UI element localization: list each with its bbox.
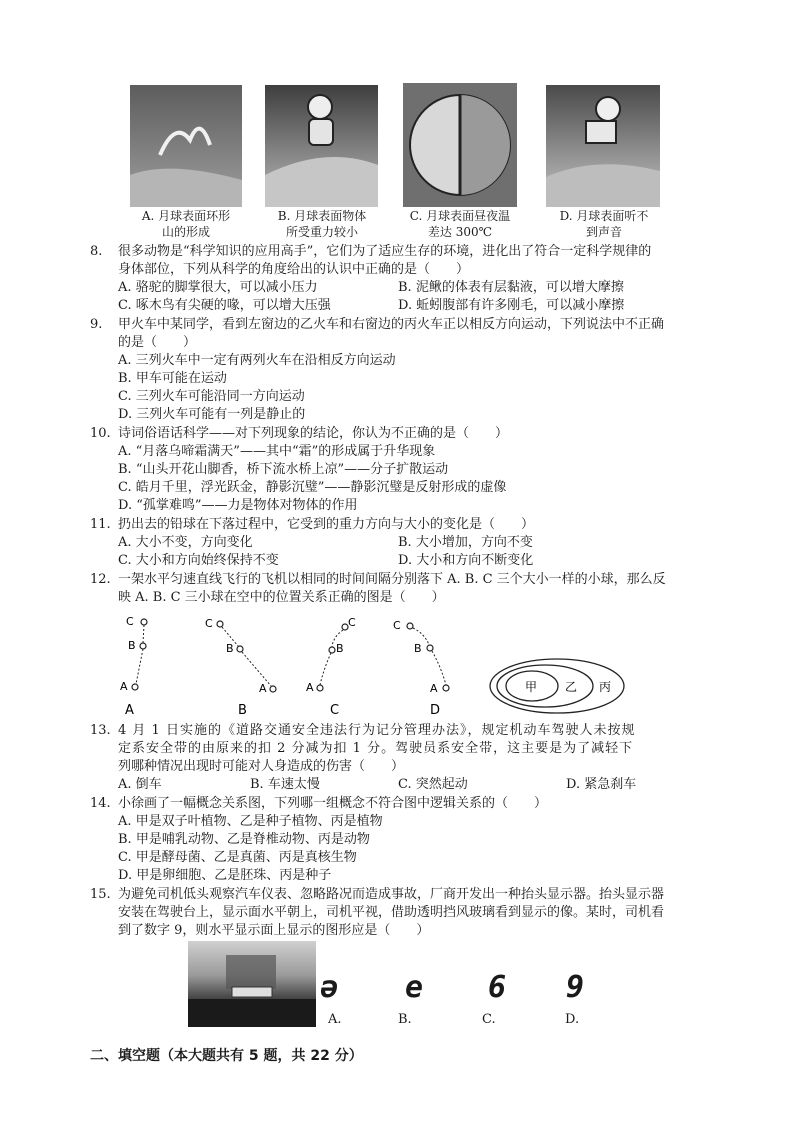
question-11-number: 11. — [90, 517, 111, 532]
display-glyph-d: 9 — [566, 970, 585, 1005]
head-up-display-photo — [188, 941, 316, 1027]
question-13-stem-line1: 4 月 1 日实施的《道路交通安全违法行为记分管理办法》，规定机动车驾驶人未按规 — [118, 723, 636, 738]
ball-position-diagrams — [110, 612, 470, 722]
display-glyph-b: e — [405, 970, 424, 1005]
diagram-b — [205, 617, 276, 695]
question-14-option-b: B. 甲是哺乳动物、乙是脊椎动物、丙是动物 — [118, 832, 370, 847]
diagram-label-a: A — [125, 703, 134, 718]
ball-label-b: B — [414, 642, 422, 655]
ball-label-a: A — [259, 682, 267, 695]
venn-label-outer: 丙 — [599, 680, 612, 694]
question-14-option-d: D. 甲是卵细胞、乙是胚珠、丙是种子 — [118, 868, 332, 883]
venn-label-middle: 乙 — [565, 680, 578, 694]
moon-picture-a — [130, 85, 242, 207]
diagram-label-d: D — [430, 703, 441, 718]
question-9-option-b: B. 甲车可能在运动 — [118, 371, 227, 386]
display-option-label-a: A. — [328, 1012, 342, 1027]
diagram-d — [393, 619, 449, 695]
ball-label-c: C — [126, 615, 134, 628]
question-14-option-a: A. 甲是双子叶植物、乙是种子植物、丙是植物 — [118, 814, 383, 829]
venn-label-inner: 甲 — [525, 680, 538, 694]
diagram-label-b: B — [238, 703, 247, 718]
crater-illustration — [130, 85, 242, 207]
ball-label-a: A — [306, 681, 314, 694]
question-12-stem-line2: 映 A. B. C 三小球在空中的位置关系正确的图是（ ） — [118, 590, 445, 605]
question-13-option-d: D. 紧急刹车 — [566, 777, 637, 792]
question-15-number: 15. — [90, 887, 111, 902]
astronaut-illustration — [265, 85, 378, 207]
question-8-option-b: B. 泥鳅的体表有层黏液，可以增大摩擦 — [398, 280, 624, 295]
question-10-option-b: B. “山头开花山脚香，桥下流水桥上凉”——分子扩散运动 — [118, 462, 449, 477]
question-9-option-a: A. 三列火车中一定有两列火车在沿相反方向运动 — [118, 353, 396, 368]
question-8-number: 8. — [90, 244, 103, 259]
question-8-option-d: D. 蚯蚓腹部有许多刚毛，可以减小摩擦 — [398, 298, 625, 313]
question-14-option-c: C. 甲是酵母菌、乙是真菌、丙是真核生物 — [118, 850, 357, 865]
question-11-option-d: D. 大小和方向不断变化 — [398, 553, 534, 568]
question-9-option-d: D. 三列火车可能有一列是静止的 — [118, 407, 306, 422]
concept-venn-diagram — [487, 656, 627, 716]
display-option-label-c: C. — [482, 1012, 496, 1027]
question-13-option-c: C. 突然起动 — [398, 777, 468, 792]
question-11-option-a: A. 大小不变，方向变化 — [118, 535, 253, 550]
question-11-option-c: C. 大小和方向始终保持不变 — [118, 553, 279, 568]
ball-label-a: A — [430, 682, 438, 695]
reading-astronaut-illustration — [546, 85, 660, 207]
moon-caption-b: B. 月球表面物体 所受重力较小 — [277, 209, 367, 239]
hud-device-illustration — [188, 941, 316, 1027]
diagram-label-c: C — [330, 703, 340, 718]
question-8-stem-line2: 身体部位，下列从科学的角度给出的认识中正确的是（ ） — [118, 262, 470, 277]
question-9-number: 9. — [90, 317, 103, 332]
question-15-stem-line1: 为避免司机低头观察汽车仪表、忽略路况而造成事故，厂商开发出一种抬头显示器。抬头显示器 — [118, 887, 665, 902]
display-glyph-c: 6 — [488, 970, 507, 1005]
ball-label-b: B — [226, 642, 234, 655]
moon-caption-d: D. 月球表面听不 到声音 — [559, 209, 649, 239]
question-9-stem-line1: 甲火车中某同学，看到左窗边的乙火车和右窗边的丙火车正以相反方向运动，下列说法中不正确 — [118, 317, 665, 332]
question-13-option-b: B. 车速太慢 — [250, 777, 320, 792]
question-13-option-a: A. 倒车 — [118, 777, 162, 792]
question-10-option-a: A. “月落乌啼霜满天”——其中“霜”的形成属于升华现象 — [118, 444, 436, 459]
question-9-option-c: C. 三列火车可能沿同一方向运动 — [118, 389, 305, 404]
ball-label-c: C — [393, 619, 401, 632]
moon-picture-d — [546, 85, 660, 207]
temperature-illustration — [403, 83, 517, 207]
question-10-option-d: D. “孤掌难鸣”——力是物体对物体的作用 — [118, 498, 358, 513]
question-13-stem-line3: 列哪种情况出现时可能对人身造成的伤害（ ） — [118, 759, 405, 774]
ball-label-b: B — [128, 639, 136, 652]
question-10-option-c: C. 皓月千里，浮光跃金，静影沉璧”——静影沉璧是反射形成的虚像 — [118, 480, 507, 495]
question-11-stem-line1: 扔出去的铅球在下落过程中，它受到的重力方向与大小的变化是（ ） — [118, 517, 535, 532]
question-14-number: 14. — [90, 796, 111, 811]
ball-label-c: C — [348, 616, 356, 629]
question-10-number: 10. — [90, 426, 111, 441]
question-15-stem-line2: 安装在驾驶台上，显示面水平朝上，司机平视，借助透明挡风玻璃看到显示的像。某时，司机看 — [118, 905, 665, 920]
question-13-stem-line2: 定系安全带的由原来的扣 2 分减为扣 1 分。驾驶员系安全带，这主要是为了减轻下 — [118, 741, 634, 756]
ball-label-a: A — [120, 680, 128, 693]
question-13-number: 13. — [90, 723, 111, 738]
ball-label-b: B — [336, 642, 344, 655]
moon-caption-a: A. 月球表面环形 山的形成 — [141, 209, 231, 239]
diagram-c — [306, 616, 356, 694]
question-12-number: 12. — [90, 572, 111, 587]
moon-picture-b — [265, 85, 378, 207]
question-15-stem-line3: 到了数字 9，则水平显示面上显示的图形应是（ ） — [118, 923, 430, 938]
question-8-option-c: C. 啄木鸟有尖硬的喙，可以增大压强 — [118, 298, 331, 313]
moon-picture-c — [403, 83, 517, 207]
ball-label-c: C — [205, 617, 213, 630]
display-option-label-b: B. — [398, 1012, 412, 1027]
question-11-option-b: B. 大小增加，方向不变 — [398, 535, 533, 550]
question-10-stem-line1: 诗词俗语话科学——对下列现象的结论，你认为不正确的是（ ） — [118, 426, 509, 441]
display-option-label-d: D. — [565, 1012, 580, 1027]
question-8-stem-line1: 很多动物是“科学知识的应用高手”，它们为了适应生存的环境，进化出了符合一定科学规律的 — [118, 244, 652, 259]
diagram-a — [120, 615, 147, 693]
display-glyph-a: ə — [320, 970, 339, 1005]
question-14-stem-line1: 小徐画了一幅概念关系图，下列哪一组概念不符合图中逻辑关系的（ ） — [118, 796, 548, 811]
question-9-stem-line2: 的是（ ） — [118, 335, 197, 350]
section-2-title: 二、填空题（本大题共有 5 题，共 22 分） — [90, 1048, 363, 1064]
question-8-option-a: A. 骆驼的脚掌很大，可以减小压力 — [118, 280, 318, 295]
question-12-stem-line1: 一架水平匀速直线飞行的飞机以相同的时间间隔分别落下 A. B. C 三个大小一样的小球，那么反 — [118, 572, 666, 587]
moon-caption-c: C. 月球表面昼夜温 差达 300℃ — [409, 209, 511, 239]
